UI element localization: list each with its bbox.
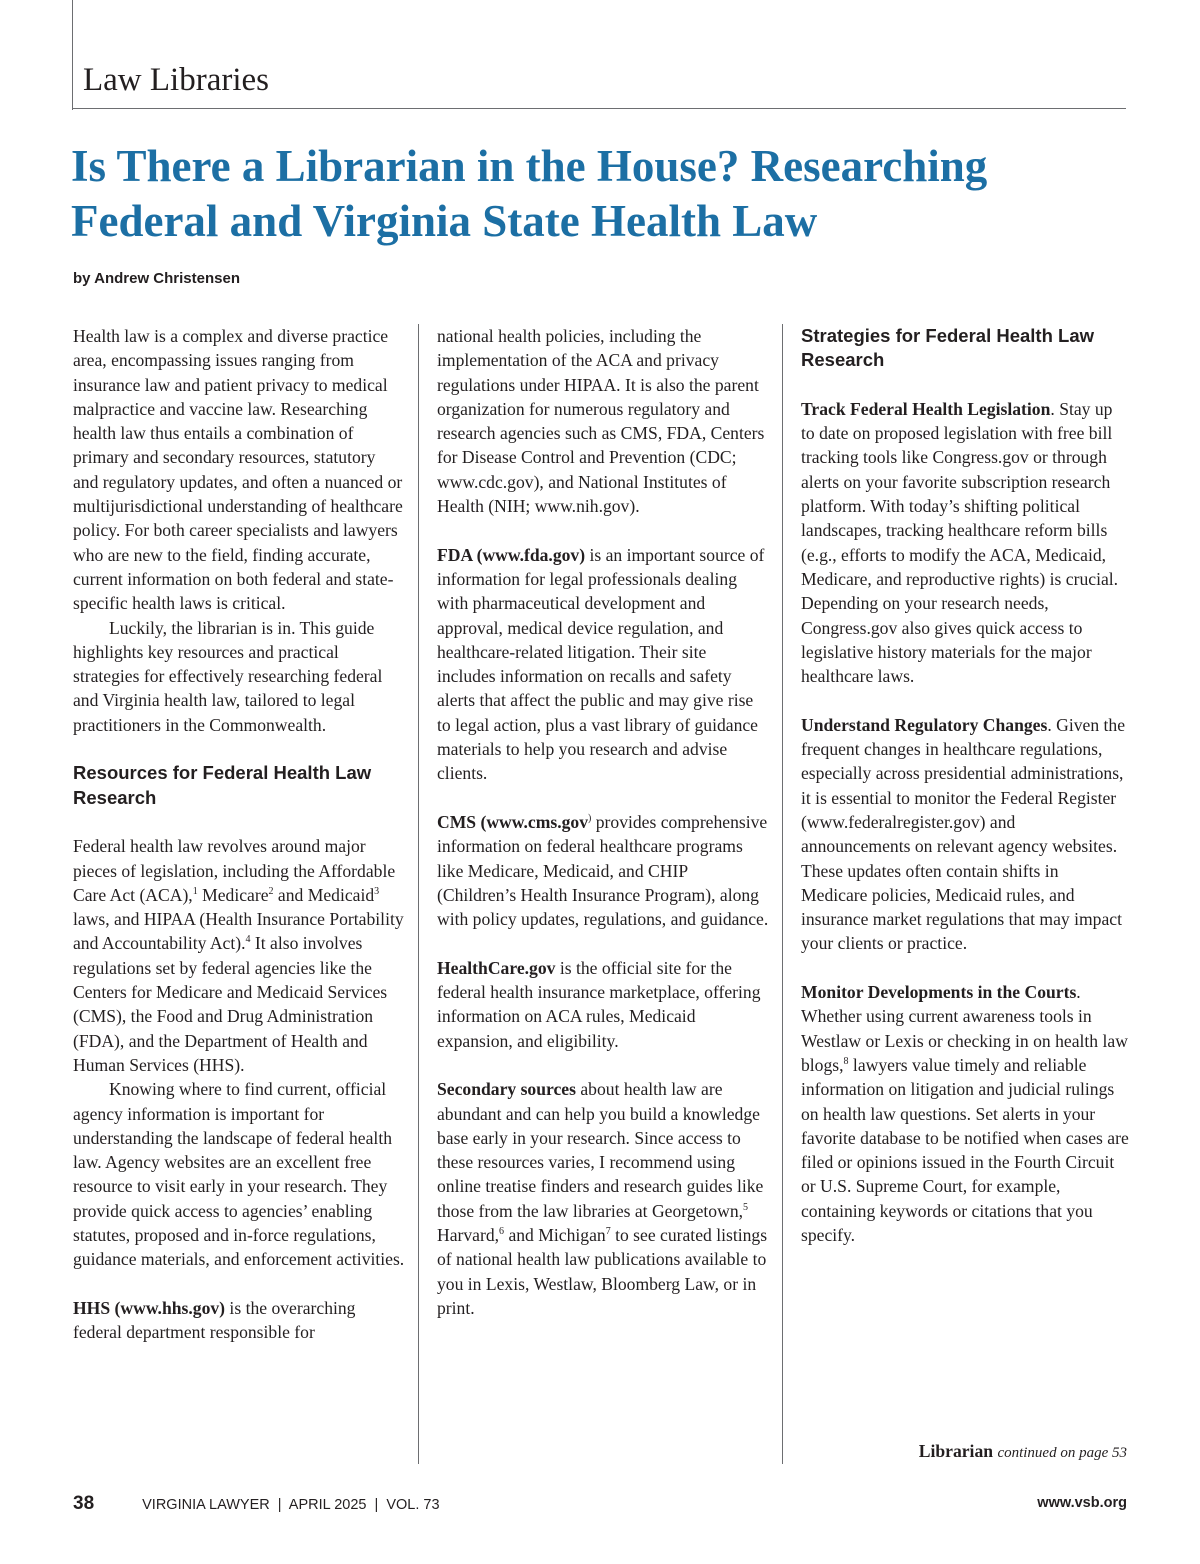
regulatory-changes-paragraph: Understand Regulatory Changes. Given the frequent changes in healthcare regulations, especially across presidential administrations, it is essential to monitor the Federal Register (www.federalregister.gov) and announcements on relevant agency websites. These updates often contain shifts in Medicare policies, Medicaid rules, and insurance market regulations that may impact your clients or practice. bbox=[801, 714, 1126, 954]
footnote-2: 2 bbox=[268, 885, 274, 897]
intro-paragraph: Health law is a complex and diverse practice area, encompassing issues ranging from insurance law and patient privacy to medical malpractice and vaccine law. Researching health law thus entails a combination of primary and secondary resources, statutory and regulatory updates, and often a nuanced or multijurisdictional understanding of healthcare policy. For both career specialists and lawyers who are new to the field, finding accurate, current information on both federal and state-specific health laws is critical. bbox=[73, 326, 403, 614]
column-3 bbox=[801, 324, 1129, 1247]
cms-paragraph: CMS (www.cms.gov) provides comprehensive information on federal healthcare programs like Medicare, Medicaid, and CHIP (Children’s Health Insurance Program), along with policy updates, regulations, and guidance. bbox=[437, 811, 769, 930]
healthcare-gov-label: HealthCare.gov bbox=[437, 957, 556, 978]
monitor-courts-paragraph: Monitor Developments in the Courts. Whether using current awareness tools in Westlaw or Lexis or checking in on health law blogs,$^8$ lawyers value timely and reliable information on litigation and judicial rulings on health law questions. Set alerts in your favorite database to be notified when cases are filed or opinions issued in the Fourth Circuit or U.S. Supreme Court, for example, containing keywords or citations that you specify. bbox=[801, 982, 1129, 1245]
continued-page: continued on page 53 bbox=[997, 1445, 1127, 1461]
footnote-1: 1 bbox=[192, 885, 198, 897]
heading-resources: Resources for Federal Health Law Research bbox=[73, 762, 372, 808]
article-title: Is There a Librarian in the House? Researching Federal and Virginia State Health Law bbox=[71, 141, 988, 246]
column-divider-1 bbox=[418, 324, 419, 1464]
footnote-5: 5 bbox=[743, 1201, 749, 1213]
continued-note bbox=[919, 1441, 1127, 1462]
heading-strategies: Strategies for Federal Health Law Research bbox=[801, 325, 1095, 371]
publication-info: VIRGINIA LAWYER | APRIL 2025 | VOL. 73 bbox=[142, 1497, 440, 1513]
byline: by Andrew Christensen bbox=[73, 270, 240, 287]
track-legislation-label: Track Federal Health Legislation bbox=[801, 398, 1051, 419]
monitor-courts-label: Monitor Developments in the Courts bbox=[801, 982, 1077, 1003]
header-vertical-rule bbox=[72, 0, 73, 110]
hhs-paragraph: HHS (www.hhs.gov) is the overarching federal department responsible for bbox=[73, 1297, 356, 1343]
footer-publication bbox=[73, 1493, 440, 1515]
section-label: Law Libraries bbox=[83, 62, 269, 98]
footnote-6: 6 bbox=[499, 1226, 505, 1238]
hhs-label: HHS (www.hhs.gov) bbox=[73, 1297, 226, 1318]
agency-paragraph: Knowing where to find current, official agency information is important for understanding the landscape of federal health law. Agency websites are an excellent free resource to visit early in your research. They provide quick access to agencies’ enabling statutes, proposed and in-force regulations, guidance materials, and enforcement activities. bbox=[73, 1079, 405, 1270]
footnote-8: 8 bbox=[843, 1056, 849, 1068]
track-legislation-paragraph: Track Federal Health Legislation. Stay up to date on proposed legislation with free bill tracking tools like Congress.gov or through alerts on your favorite subscription research platform. With today’s shifting political landscapes, tracking healthcare reform bills (e.g., efforts to modify the ACA, Medicaid, Medicare, and reproductive rights) is crucial. Depending on your research needs, Congress.gov also gives quick access to legislative history materials for the major healthcare laws. bbox=[801, 398, 1119, 687]
page-number: 38 bbox=[73, 1493, 95, 1514]
intro-paragraph-2: Luckily, the librarian is in. This guide highlights key resources and practical strategies for effectively researching federal and Virginia health law, tailored to legal practitioners in the Commonwealth. bbox=[73, 617, 383, 735]
fda-label: FDA (www.fda.gov) bbox=[437, 544, 586, 565]
cms-label: CMS (www.cms.gov bbox=[437, 811, 588, 832]
continued-label: Librarian bbox=[918, 1441, 994, 1461]
footer-url: www.vsb.org bbox=[1037, 1495, 1127, 1511]
secondary-sources-paragraph: Secondary sources about health law are abundant and can help you build a knowledge base early in your research. Since access to these resources varies, I recommend using online treatise finders and research guides like those from the law libraries at Georgetown,$^5$ Harvard,$^6$ and Michigan$^7$ to see curated listings of national health law publications available to you in Lexis, Westlaw, Bloomberg Law, or in print. bbox=[437, 1079, 768, 1318]
federal-law-paragraph: Federal health law revolves around major pieces of legislation, including the Affordable Care Act (ACA),$^1$ Medicare$^2$ and Medicaid$^3$ laws, and HIPAA (Health Insurance Portability and Accountability Act).$^4$ It also involves regulations set by federal agencies like the Centers for Medicare and Medicaid Services (CMS), the Food and Drug Administration (FDA), and the Department of Health and Human Services (HHS). bbox=[73, 836, 404, 1075]
column-1 bbox=[73, 324, 405, 1344]
secondary-sources-label: Secondary sources bbox=[437, 1079, 576, 1100]
hhs-continued-paragraph: national health policies, including the implementation of the ACA and privacy regulations under HIPAA. It is also the parent organization for numerous regulatory and research agencies such as CMS, FDA, Centers for Disease Control and Prevention (CDC; www.cdc.gov), and National Institutes of Health (NIH; www.nih.gov). bbox=[437, 326, 765, 517]
footnote-3: 3 bbox=[374, 885, 380, 897]
regulatory-changes-label: Understand Regulatory Changes bbox=[801, 714, 1048, 735]
header-horizontal-rule bbox=[72, 108, 1126, 109]
healthcare-gov-paragraph: HealthCare.gov is the official site for the federal health insurance marketplace, offering information on ACA rules, Medicaid expansion, and eligibility. bbox=[437, 957, 761, 1051]
column-2 bbox=[437, 324, 769, 1320]
column-divider-2 bbox=[782, 324, 783, 1464]
fda-paragraph: FDA (www.fda.gov) is an important source of information for legal professionals dealing with pharmaceutical development and approval, medical device regulation, and healthcare-related litigation. Their site includes information on recalls and safety alerts that affect the public and may give rise to legal action, plus a vast library of guidance materials to help you research and advise clients. bbox=[437, 544, 765, 784]
footnote-7: 7 bbox=[605, 1226, 611, 1238]
footnote-4: 4 bbox=[245, 934, 251, 946]
